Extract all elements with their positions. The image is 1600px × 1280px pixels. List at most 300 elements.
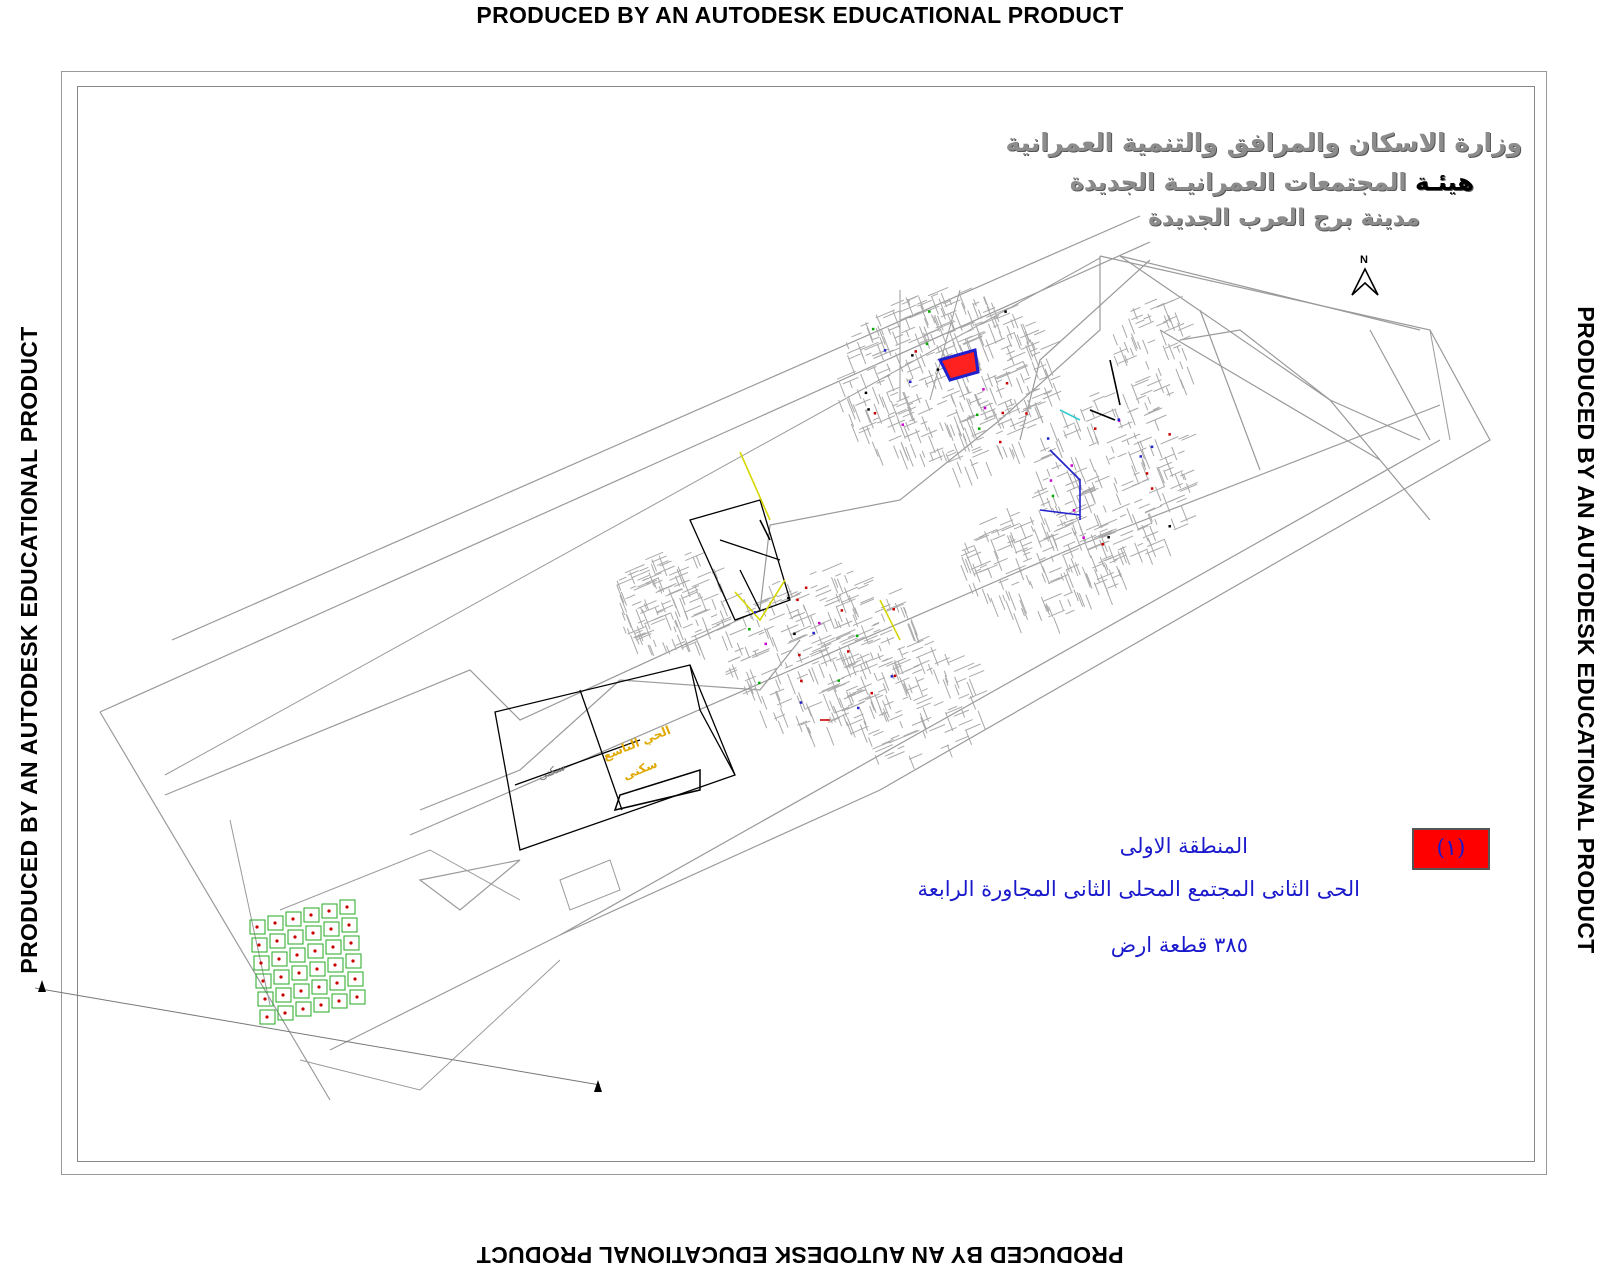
street-segment [797,674,808,679]
street-segment [1109,457,1115,460]
street-segment [918,657,925,674]
plot-marker [748,628,751,631]
plot-dot [259,961,262,964]
street-segment [1043,547,1054,552]
street-segment [698,572,712,578]
plot-dot [351,959,354,962]
street-segment [903,424,910,442]
street-segment [1054,485,1059,498]
street-segment [1165,343,1178,349]
street-segment [947,412,958,417]
street-segment [949,330,955,345]
street-segment [889,348,899,352]
street-segment [835,707,849,713]
street-segment [821,619,832,624]
street-segment [674,627,676,633]
plot-marker [999,441,1002,444]
street-segment [983,409,987,420]
street-segment [1019,414,1031,419]
plot-marker [978,427,981,430]
street-segment [858,584,869,589]
legend-zone: المنطقة الاولى [1119,834,1248,858]
street-segment [691,609,710,617]
street-segment [827,727,834,745]
street-segment [896,339,911,345]
street-segment [848,704,854,706]
street-segment [1181,379,1187,395]
watermark-top: PRODUCED BY AN AUTODESK EDUCATIONAL PRODUCT [476,2,1124,28]
street-segment [979,401,988,405]
street-segment [696,556,700,566]
street-segment [803,647,812,651]
street-segment [988,568,992,578]
street-segment [906,686,918,691]
plot-dot [257,943,260,946]
street-segment [959,694,970,698]
street-segment [1177,346,1180,353]
street-segment [960,402,964,412]
street-segment [752,649,770,657]
street-segment [975,394,980,406]
street-segment [1002,523,1020,531]
street-segment [1136,320,1145,324]
street-segment [1094,401,1098,411]
street-segment [861,374,867,389]
street-segment [954,663,974,672]
street-segment [1146,361,1149,369]
street-segment [1009,352,1025,359]
plot-marker [871,692,874,695]
street-segment [1145,403,1148,411]
street-segment [1095,579,1107,584]
street-segment [945,423,951,438]
plot-dot [295,953,298,956]
street-segment [853,404,860,422]
street-segment [926,400,930,411]
street-segment [872,387,879,404]
street-segment [1006,601,1013,620]
street-segment [925,641,935,645]
street-segment [903,607,908,619]
street-segment [816,586,829,592]
street-segment [1074,589,1079,601]
street-segment [865,410,870,423]
coastline-and-boundary [35,216,1490,1100]
street-segment [810,572,817,575]
street-segment [978,310,982,319]
street-segment [1023,361,1029,375]
plot-marker [891,675,894,678]
street-segment [872,361,886,367]
street-segment [811,616,818,634]
street-segment [860,709,866,725]
plot-dot [255,925,258,928]
legend-district: الحى الثانى المجتمع المحلى الثانى المجاورة الرابعة [917,877,1360,901]
street-segment [987,374,992,387]
street-segment [940,328,946,344]
street-segment [696,620,699,627]
plot-dot [353,977,356,980]
housing-label: سكنى [536,760,567,783]
street-segment [911,385,917,388]
street-segment [1017,335,1021,346]
street-segment [970,696,975,710]
street-segment [1086,595,1092,610]
district-9-label: الحي التاسع [600,722,673,763]
street-segment [887,638,890,645]
street-segment [929,436,936,453]
street-segment [1025,377,1031,380]
street-segment [1149,540,1156,557]
street-segment [1113,334,1117,345]
plot-marker [893,608,896,611]
plot-dot [337,999,340,1002]
street-segment [917,300,927,304]
street-segment [619,577,627,580]
street-segment [851,424,858,442]
north-arrow-label: N [1360,254,1368,266]
street-segment [1053,496,1057,506]
street-segment [720,610,724,619]
street-segment [1068,599,1071,606]
street-segment [1060,600,1064,611]
street-segment [1180,362,1183,369]
street-segment [959,720,973,726]
street-segment [711,615,717,618]
street-segment [804,605,811,624]
street-segment [757,620,760,627]
street-segment [878,689,885,692]
street-segment [1143,340,1149,354]
street-segment [1051,376,1061,380]
street-segment [835,574,841,577]
street-segment [1139,321,1154,328]
street-segment [883,311,900,318]
street-segment [666,589,683,596]
plot-dot [317,985,320,988]
street-segment [871,652,874,659]
street-segment [956,678,966,682]
street-segment [882,614,885,622]
street-segment [1043,478,1049,480]
plot-dot [275,939,278,942]
street-segment [1065,501,1073,504]
street-segment [797,609,804,627]
street-segment [692,579,710,586]
street-segment [1115,478,1117,484]
plot-marker [841,609,844,612]
plot-dot [345,905,348,908]
plot-marker [857,707,860,710]
plot-dot [301,1007,304,1010]
street-segment [828,677,845,684]
plot-marker [796,599,799,602]
street-segment [888,752,905,759]
street-segment [873,418,879,421]
street-segment [1086,525,1099,531]
street-segment [1003,446,1007,457]
street-segment [906,330,909,337]
street-segment [683,624,693,628]
street-segment [1129,319,1135,334]
street-segment [1127,508,1133,523]
district-9-blocks [495,500,790,850]
street-segment [1007,427,1026,435]
street-segment [900,721,903,728]
street-segment [1034,354,1039,368]
plot-dot [283,1011,286,1014]
plot-marker [865,392,868,395]
street-segment [1119,569,1127,589]
street-segment [1087,427,1093,443]
street-segment [913,695,927,701]
street-segment [1064,592,1073,596]
zone-number-badge[interactable]: (١) [1412,828,1490,870]
street-segment [922,451,925,458]
street-segment [693,609,707,615]
legend-plot-count: ٣٨٥ قطعة ارض [1110,933,1248,957]
street-segment [772,599,781,603]
plot-marker [1140,455,1143,458]
street-segment [965,559,971,574]
street-segment [969,679,975,695]
street-segment [808,707,814,723]
street-segment [632,602,641,606]
street-segment [945,727,957,732]
street-segment [889,589,902,595]
street-segment [940,422,943,431]
street-segment [888,328,891,335]
street-segment [1106,456,1109,465]
plot-dot [315,967,318,970]
plot-dot [331,945,334,948]
street-segment [835,618,838,627]
street-segment [925,378,940,385]
street-segment [1003,595,1005,601]
street-segment [1089,443,1097,446]
street-segment [1145,506,1163,513]
street-segment [1014,535,1033,543]
street-segment [1075,424,1081,439]
street-segment [775,691,781,707]
plot-dot [293,935,296,938]
plot-marker [1025,412,1028,415]
plot-marker [872,328,875,331]
street-segment [1047,498,1052,510]
street-segment [640,567,649,571]
street-segment [1140,556,1142,562]
watermark-right: PRODUCED BY AN AUTODESK EDUCATIONAL PRODUCT [1573,306,1599,954]
street-segment [1064,430,1079,436]
street-segment [873,337,879,340]
street-segment [772,581,780,585]
street-segment [970,459,978,479]
street-segment [642,578,648,580]
street-segment [912,670,922,674]
authority-title-lead: هيئـة [1415,168,1474,196]
street-segment [902,652,908,655]
street-segment [1054,533,1072,541]
street-segment [810,623,824,629]
plot-marker [856,635,859,638]
plot-marker [894,675,897,678]
plot-dot [355,995,358,998]
street-segment [847,571,854,574]
street-segment [653,640,656,647]
plot-marker [793,633,796,636]
district-9-housing-label: سكنى [620,756,660,783]
street-segment [1177,498,1187,502]
street-segment [894,446,899,459]
street-segment [966,398,974,418]
street-segment [1070,476,1075,489]
street-segment [1032,390,1052,398]
street-segment [855,399,870,405]
street-segment [909,623,916,641]
street-segment [962,545,975,550]
street-segment [1091,556,1097,572]
street-segment [816,590,832,597]
street-segment [876,745,893,752]
street-segment [1011,418,1016,430]
street-segment [974,546,982,565]
street-segment [754,685,761,704]
street-segment [626,595,636,599]
street-segment [1158,368,1161,376]
plot-marker [1073,509,1076,512]
street-segment [780,708,788,728]
street-segment [849,354,861,359]
street-segment [1157,467,1165,486]
plot-marker [915,350,918,353]
street-segment [1187,367,1194,385]
street-segment [876,695,883,698]
street-segment [1038,611,1042,621]
plot-marker [1168,433,1171,436]
street-segment [1137,543,1143,545]
street-segment [1148,408,1160,413]
plot-dot [313,949,316,952]
street-segment [1036,472,1044,491]
street-segment [1120,531,1133,536]
street-segment [984,296,990,311]
street-segment [1148,314,1151,322]
street-segment [765,626,774,630]
plot-marker [928,310,931,313]
authority-title-rest: المجتمعات العمرانيـة الجديدة [1069,168,1415,196]
street-segment [1016,558,1022,572]
street-segment [1139,504,1150,509]
plot-marker [909,381,912,384]
street-segment [1181,516,1197,523]
plot-marker [1107,536,1110,539]
street-segment [823,622,827,632]
street-segment [979,336,987,356]
street-segment [1122,325,1127,338]
street-segment [954,710,969,716]
street-segment [760,711,767,729]
street-segment [1011,512,1020,516]
street-segment [617,585,624,603]
street-segment [671,613,674,620]
street-segment [935,372,942,390]
plot-marker [884,349,887,352]
street-segment [918,408,933,414]
street-segment [990,388,997,405]
street-segment [1021,324,1029,344]
street-segment [704,594,719,600]
street-segment [1100,529,1108,532]
plot-dot [333,963,336,966]
street-segment [836,633,851,639]
street-segment [1014,613,1022,633]
street-segment [930,452,933,460]
street-segment [890,715,903,721]
street-segment [930,287,948,295]
street-segment [1048,578,1062,584]
street-segment [972,426,977,439]
street-segment [686,605,701,612]
street-segment [1157,300,1175,308]
plot-marker [1002,412,1005,415]
street-segment [891,392,899,395]
plot-marker [800,680,803,683]
street-segment [1182,348,1187,361]
plot-marker [798,654,801,657]
plot-marker [818,622,821,625]
street-segment [1043,594,1061,602]
authority-title [1070,168,1474,196]
street-segment [915,334,922,353]
street-segment [1082,567,1090,587]
street-segment [1032,352,1040,355]
street-segment [811,585,818,588]
street-segment [1090,459,1095,472]
street-segment [895,710,901,713]
street-segment [1127,439,1129,445]
plot-marker [902,423,905,426]
street-segment [1049,568,1062,573]
plot-dot [279,975,282,978]
street-segment [891,735,900,739]
street-segment [695,642,700,656]
street-segment [1056,462,1059,469]
street-segment [965,467,972,486]
street-segment [905,665,919,671]
street-segment [1103,506,1106,513]
street-segment [1090,393,1100,397]
plot-marker [800,701,803,704]
plot-marker [758,682,761,685]
plot-marker [874,412,877,415]
street-segment [854,714,864,718]
street-segment [1064,431,1067,439]
street-segment [1058,506,1060,512]
plot-dot [349,941,352,944]
plot-marker [926,343,929,346]
plot-marker [1004,310,1007,313]
street-segment [1017,378,1023,394]
street-segment [617,579,633,586]
plot-marker [1006,382,1009,385]
street-segment [1007,404,1015,407]
street-segment [665,615,671,630]
street-segment [1022,542,1032,546]
street-segment [1019,442,1025,458]
street-segment [921,305,929,325]
street-segment [1107,435,1127,444]
street-segment [923,731,926,739]
